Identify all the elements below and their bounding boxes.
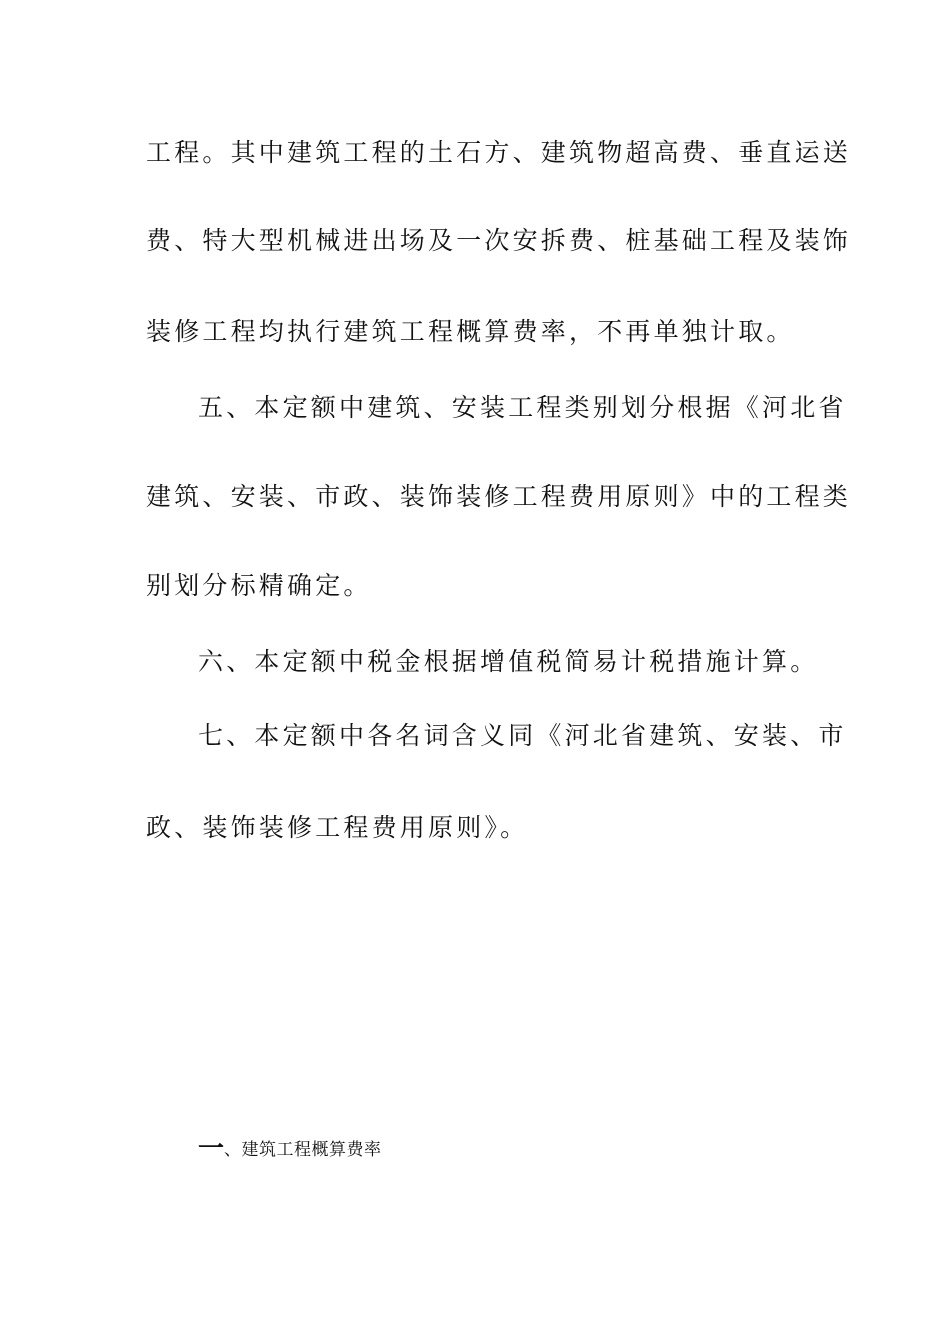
paragraph-4-line-1: 工程。其中建筑工程的土石方、建筑物超高费、垂直运送	[146, 138, 852, 167]
paragraph-7-line-1: 七、本定额中各名词含义同《河北省建筑、安装、市	[198, 721, 847, 750]
paragraph-6-line-1: 六、本定额中税金根据增值税简易计税措施计算。	[198, 647, 819, 676]
section-heading-number: 一	[198, 1134, 225, 1164]
paragraph-7-line-2: 政、装饰装修工程费用原则》。	[146, 813, 529, 842]
section-heading	[198, 1134, 382, 1164]
paragraph-5-line-3: 别划分标精确定。	[146, 571, 372, 600]
paragraph-5-line-1: 五、本定额中建筑、安装工程类别划分根据《河北省	[198, 393, 847, 422]
section-heading-title: 、建筑工程概算费率	[224, 1140, 382, 1160]
paragraph-5-line-2: 建筑、安装、市政、装饰装修工程费用原则》中的工程类	[146, 482, 852, 511]
paragraph-4-line-3: 装修工程均执行建筑工程概算费率，不再单独计取。	[146, 317, 795, 346]
paragraph-4-line-2: 费、特大型机械进出场及一次安拆费、桩基础工程及装饰	[146, 226, 852, 255]
